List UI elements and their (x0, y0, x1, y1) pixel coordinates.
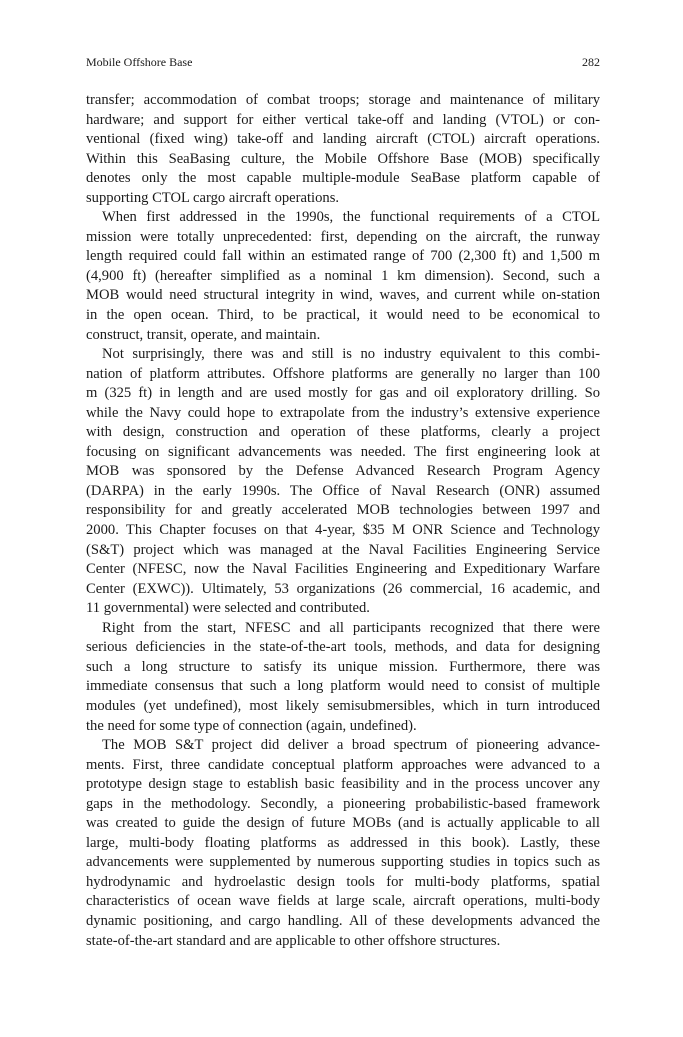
paragraph (86, 208, 600, 345)
text-line: Not surprisingly, there was and still is no industry equivalent to this combi- (102, 346, 600, 363)
paragraph (86, 345, 600, 619)
text-line: advancements were supplemented by numerous supporting studies in topics such as (86, 854, 600, 871)
text-line: was created to guide the design of future MOBs (and is actually applicable to all (86, 815, 600, 832)
text-line: 11 governmental) were selected and contributed. (86, 600, 370, 617)
running-title: Mobile Offshore Base (86, 55, 193, 69)
paragraph (86, 619, 600, 736)
text-line: serious deficiencies in the state-of-the-art tools, methods, and data for designing (86, 639, 600, 656)
text-line: dynamic positioning, and cargo handling. All of these developments advanced the (86, 912, 600, 929)
text-line: transfer; accommodation of combat troops; storage and maintenance of military (86, 92, 600, 108)
text-line: state-of-the-art standard and are applicable to other offshore structures. (86, 932, 501, 949)
text-line: the need for some type of connection (again, undefined). (86, 717, 417, 734)
text-line: such a long structure to satisfy its unique mission. Furthermore, there was (86, 658, 600, 675)
text-line: supporting CTOL cargo aircraft operations. (86, 189, 340, 206)
text-line: construct, transit, operate, and maintain. (86, 326, 321, 343)
text-line: responsibility for and greatly accelerated MOB technologies between 1997 and (86, 502, 600, 519)
running-header (86, 54, 600, 70)
body-text (86, 91, 600, 951)
text-line: hydrodynamic and hydroelastic design tools for multi-body platforms, spatial (86, 873, 600, 890)
text-line: while the Navy could hope to extrapolate from the industry’s extensive experience (86, 404, 600, 421)
text-line: 2000. This Chapter focuses on that 4-year, $35 M ONR Science and Technology (86, 522, 600, 539)
text-line: mission were totally unprecedented: first, depending on the aircraft, the runway (86, 228, 600, 245)
text-line: Center (NFESC, now the Naval Facilities Engineering and Expeditionary Warfare (86, 561, 600, 578)
text-line: MOB would need structural integrity in wind, waves, and current while on-station (86, 287, 600, 304)
text-line: length required could fall within an estimated range of 700 (2,300 ft) and 1,500 m (86, 248, 600, 265)
text-line: modules (yet undefined), most likely semisubmersibles, which in turn introduced (86, 697, 600, 714)
text-line: When first addressed in the 1990s, the functional requirements of a CTOL (102, 209, 600, 226)
paragraph (86, 91, 600, 208)
paragraph (86, 736, 600, 951)
text-line: ments. First, three candidate conceptual platform approaches were advanced to a (86, 756, 600, 773)
text-line: with design, construction and operation of these platforms, clearly a project (86, 424, 600, 441)
text-line: prototype design stage to establish basic feasibility and in the process uncover any (86, 776, 600, 793)
text-line: (S&T) project which was managed at the Naval Facilities Engineering Service (86, 541, 600, 558)
text-line: The MOB S&T project did deliver a broad spectrum of pioneering advance- (102, 737, 600, 754)
text-line: hardware; and support for either vertical take-off and landing (VTOL) or con- (86, 111, 600, 128)
text-line: Center (EXWC)). Ultimately, 53 organizations (26 commercial, 16 academic, and (86, 580, 600, 597)
text-line: denotes only the most capable multiple-module SeaBase platform capable of (86, 170, 600, 187)
text-line: Right from the start, NFESC and all participants recognized that there were (102, 619, 600, 636)
text-line: immediate consensus that such a long platform would need to consist of multiple (86, 678, 600, 695)
text-line: (4,900 ft) (hereafter simplified as a nominal 1 km dimension). Second, such a (86, 267, 600, 284)
text-line: MOB was sponsored by the Defense Advanced Research Program Agency (86, 463, 600, 480)
text-line: large, multi-body floating platforms as addressed in this book). Lastly, these (86, 834, 600, 851)
text-line: focusing on significant advancements was needed. The first engineering look at (86, 443, 600, 460)
text-line: m (325 ft) in length and are used mostly for gas and oil exploratory drilling. So (86, 385, 600, 402)
text-line: in the open ocean. Third, to be practical, it would need to be economical to (86, 307, 600, 324)
text-line: (DARPA) in the early 1990s. The Office of Naval Research (ONR) assumed (86, 482, 600, 499)
text-line: gaps in the methodology. Secondly, a pioneering probabilistic-based framework (86, 795, 600, 812)
text-line: characteristics of ocean wave fields at large scale, aircraft operations, multi-body (86, 893, 600, 910)
text-line: ventional (fixed wing) take-off and landing aircraft (CTOL) aircraft operations. (86, 131, 600, 148)
page-number: 282 (582, 55, 600, 69)
text-line: nation of platform attributes. Offshore platforms are generally no larger than 100 (86, 365, 600, 382)
text-line: Within this SeaBasing culture, the Mobile Offshore Base (MOB) specifically (86, 150, 600, 167)
